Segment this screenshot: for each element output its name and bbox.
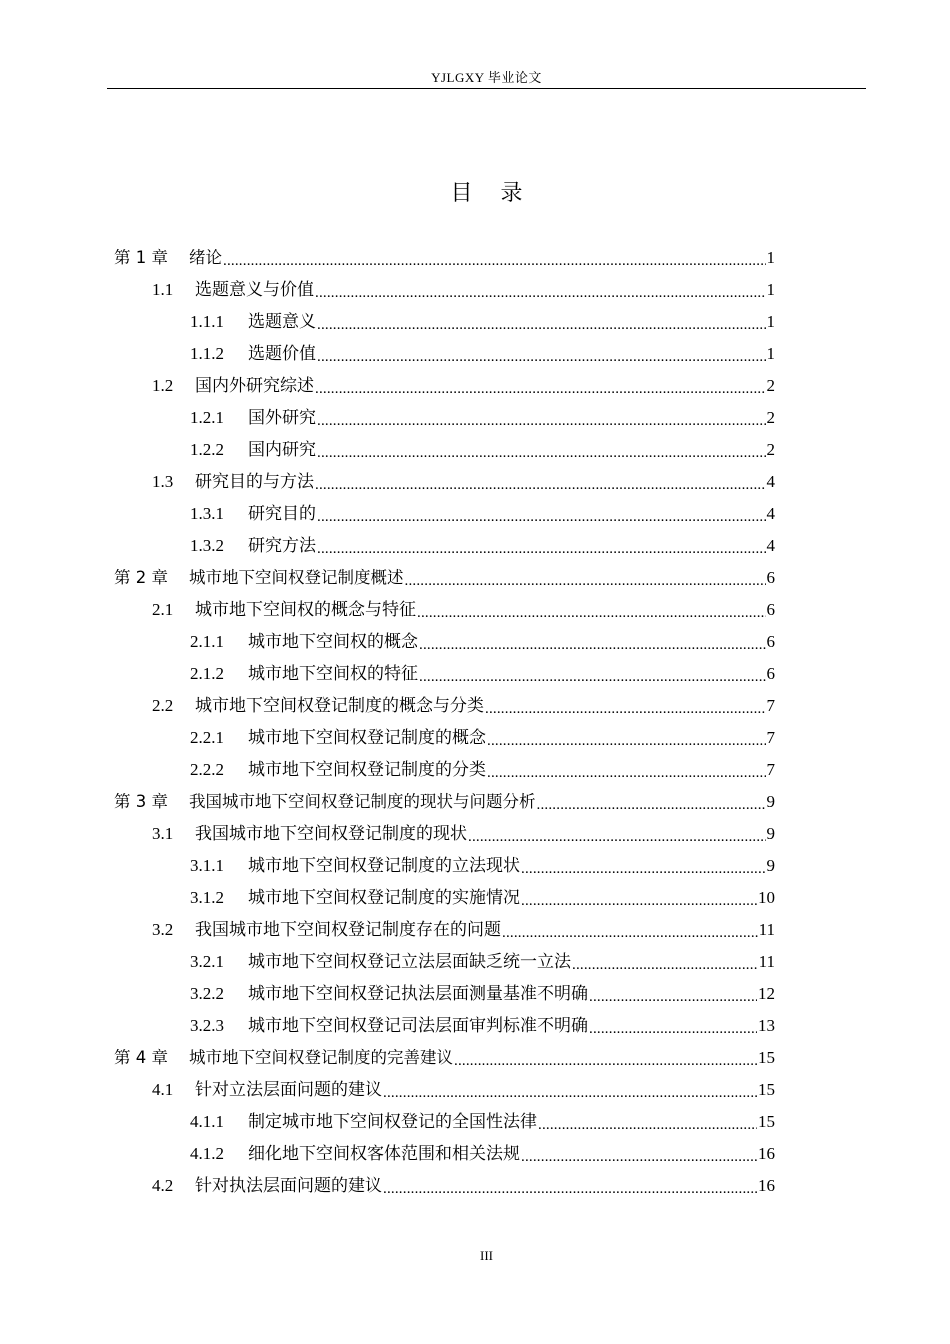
toc-entry-page: 12 [758,984,775,1003]
toc-dot-leader [485,696,766,722]
toc-dot-leader [521,856,766,882]
toc-entry-title: 城市地下空间权登记制度概述 [189,568,404,587]
toc-chapter-entry[interactable] [114,242,775,274]
toc-entry-number: 3.2.3 [190,1016,224,1035]
toc-entry-title: 研究目的与方法 [195,472,314,491]
toc-entry-page: 4 [766,536,775,555]
toc-subsection-entry[interactable] [190,306,775,338]
toc-subsection-entry[interactable] [190,946,775,978]
toc-entry-page: 1 [766,280,775,299]
toc-dot-leader [521,1144,757,1170]
toc-entry-title: 细化地下空间权客体范围和相关法规 [248,1144,520,1163]
toc-dot-leader [317,504,766,530]
toc-dot-leader [417,600,766,626]
toc-entry-number: 4.1 [152,1080,174,1099]
toc-entry-title: 城市地下空间权登记司法层面审判标准不明确 [248,1016,588,1035]
toc-entry-title: 研究方法 [248,536,316,555]
toc-entry-title: 针对执法层面问题的建议 [195,1176,382,1195]
toc-entry-page: 6 [766,568,775,587]
toc-section-entry[interactable] [152,594,775,626]
toc-entry-number: 1.3 [152,472,174,491]
toc-dot-leader [537,792,766,818]
toc-entry-number: 3.2.1 [190,952,224,971]
toc-entry-page: 9 [766,856,775,875]
toc-entry-title: 城市地下空间权登记制度的实施情况 [248,888,520,907]
page-number: III [480,1248,493,1263]
toc-entry-page: 9 [766,824,775,843]
toc-subsection-entry[interactable] [190,498,775,530]
toc-title: 目 录 [450,181,523,206]
toc-entry-title: 国内研究 [248,440,316,459]
toc-entry-page: 10 [758,888,775,907]
toc-dot-leader [315,376,766,402]
toc-entry-title: 城市地下空间权登记制度的概念 [248,728,486,747]
toc-dot-leader [315,472,766,498]
toc-entry-page: 6 [766,600,775,619]
toc-entry-page: 1 [766,248,775,267]
toc-entry-number: 2.2.1 [190,728,224,747]
toc-entry-number: 1.2.1 [190,408,224,427]
toc-entry-number: 2.2.2 [190,760,224,779]
toc-dot-leader [419,632,766,658]
toc-entry-title: 针对立法层面问题的建议 [195,1080,382,1099]
toc-entry-number: 第 3 章 [114,792,168,811]
toc-dot-leader [502,920,758,946]
toc-subsection-entry[interactable] [190,658,775,690]
toc-entry-page: 16 [758,1144,775,1163]
toc-entry-page: 7 [766,760,775,779]
toc-entry-page: 15 [758,1080,775,1099]
toc-entry-number: 第 1 章 [114,248,168,267]
toc-section-entry[interactable] [152,274,775,306]
toc-entry-number: 3.1 [152,824,174,843]
toc-chapter-entry[interactable] [114,1042,775,1074]
toc-entry-title: 城市地下空间权登记执法层面测量基准不明确 [248,984,588,1003]
toc-entry-title: 制定城市地下空间权登记的全国性法律 [248,1112,537,1131]
toc-entry-number: 2.1 [152,600,174,619]
toc-entry-number: 2.2 [152,696,174,715]
toc-entry-number: 3.1.2 [190,888,224,907]
toc-dot-leader [487,728,766,754]
toc-subsection-entry[interactable] [190,1010,775,1042]
toc-subsection-entry[interactable] [190,626,775,658]
toc-entry-number: 1.3.2 [190,536,224,555]
toc-subsection-entry[interactable] [190,338,775,370]
toc-entry-page: 1 [766,312,775,331]
toc-dot-leader [383,1080,757,1106]
toc-dot-leader [419,664,766,690]
toc-dot-leader [317,344,766,370]
toc-entry-title: 国内外研究综述 [195,376,314,395]
toc-subsection-entry[interactable] [190,722,775,754]
toc-dot-leader [317,408,766,434]
toc-entry-number: 第 2 章 [114,568,168,587]
toc-entry-number: 1.2.2 [190,440,224,459]
toc-entry-title: 城市地下空间权登记制度的完善建议 [189,1048,453,1067]
toc-entry-page: 2 [766,376,775,395]
toc-dot-leader [383,1176,757,1202]
toc-section-entry[interactable] [152,370,775,402]
toc-entry-title: 城市地下空间权登记制度的分类 [248,760,486,779]
toc-entry-page: 11 [758,920,775,939]
header-rule [107,88,866,89]
toc-entry-title: 我国城市地下空间权登记制度的现状 [195,824,467,843]
toc-entry-page: 7 [766,696,775,715]
toc-entry-number: 1.2 [152,376,174,395]
toc-entry-title: 城市地下空间权的概念与特征 [195,600,416,619]
toc-entry-title: 城市地下空间权的特征 [248,664,418,683]
toc-entry-page: 15 [758,1112,775,1131]
toc-entry-page: 15 [758,1048,775,1067]
toc-entry-page: 4 [766,504,775,523]
toc-entry-page: 6 [766,632,775,651]
toc-dot-leader [317,440,766,466]
toc-entry-number: 2.1.2 [190,664,224,683]
toc-dot-leader [521,888,757,914]
toc-subsection-entry[interactable] [190,882,775,914]
toc-entry-number: 1.1 [152,280,174,299]
toc-subsection-entry[interactable] [190,978,775,1010]
toc-section-entry[interactable] [152,818,775,850]
toc-dot-leader [468,824,766,850]
toc-entry-number: 1.1.2 [190,344,224,363]
toc-subsection-entry[interactable] [190,530,775,562]
toc-subsection-entry[interactable] [190,1138,775,1170]
toc-entry-number: 3.1.1 [190,856,224,875]
toc-dot-leader [223,248,766,274]
toc-entry-page: 16 [758,1176,775,1195]
toc-dot-leader [538,1112,757,1138]
toc-subsection-entry[interactable] [190,754,775,786]
toc-entry-page: 13 [758,1016,775,1035]
toc-dot-leader [589,1016,757,1042]
toc-entry-title: 我国城市地下空间权登记制度的现状与问题分析 [189,792,536,811]
toc-section-entry[interactable] [152,914,775,946]
toc-entry-number: 1.3.1 [190,504,224,523]
toc-entry-number: 4.1.1 [190,1112,224,1131]
toc-entry-title: 城市地下空间权登记立法层面缺乏统一立法 [248,952,571,971]
toc-entry-page: 11 [758,952,775,971]
toc-dot-leader [454,1048,757,1074]
toc-dot-leader [317,312,766,338]
toc-section-entry[interactable] [152,1170,775,1202]
toc-entry-title: 国外研究 [248,408,316,427]
toc-entry-title: 选题意义 [248,312,316,331]
toc-entry-number: 4.2 [152,1176,174,1195]
toc-entry-number: 2.1.1 [190,632,224,651]
toc-entry-page: 6 [766,664,775,683]
toc-dot-leader [315,280,766,306]
toc-entry-page: 2 [766,440,775,459]
toc-dot-leader [405,568,766,594]
toc-entry-number: 4.1.2 [190,1144,224,1163]
toc-section-entry[interactable] [152,466,775,498]
toc-entry-number: 1.1.1 [190,312,224,331]
header-title: YJLGXY 毕业论文 [431,70,542,85]
toc-subsection-entry[interactable] [190,402,775,434]
toc-entry-page: 2 [766,408,775,427]
toc-entry-title: 绪论 [189,248,222,267]
toc-dot-leader [317,536,766,562]
toc-entry-title: 选题价值 [248,344,316,363]
toc-entry-title: 城市地下空间权的概念 [248,632,418,651]
toc-entry-page: 1 [766,344,775,363]
toc-section-entry[interactable] [152,690,775,722]
toc-entry-title: 研究目的 [248,504,316,523]
toc-entry-number: 3.2.2 [190,984,224,1003]
toc-subsection-entry[interactable] [190,434,775,466]
toc-entry-page: 7 [766,728,775,747]
toc-entry-title: 选题意义与价值 [195,280,314,299]
toc-entry-title: 我国城市地下空间权登记制度存在的问题 [195,920,501,939]
toc-entry-title: 城市地下空间权登记制度的概念与分类 [195,696,484,715]
toc-entry-number: 3.2 [152,920,174,939]
toc-subsection-entry[interactable] [190,1106,775,1138]
toc-dot-leader [572,952,758,978]
toc-section-entry[interactable] [152,1074,775,1106]
toc-subsection-entry[interactable] [190,850,775,882]
toc-entry-page: 4 [766,472,775,491]
toc-entry-title: 城市地下空间权登记制度的立法现状 [248,856,520,875]
toc-chapter-entry[interactable] [114,562,775,594]
toc-chapter-entry[interactable] [114,786,775,818]
toc-entry-page: 9 [766,792,775,811]
toc-dot-leader [487,760,766,786]
toc-dot-leader [589,984,757,1010]
toc-entry-number: 第 4 章 [114,1048,168,1067]
